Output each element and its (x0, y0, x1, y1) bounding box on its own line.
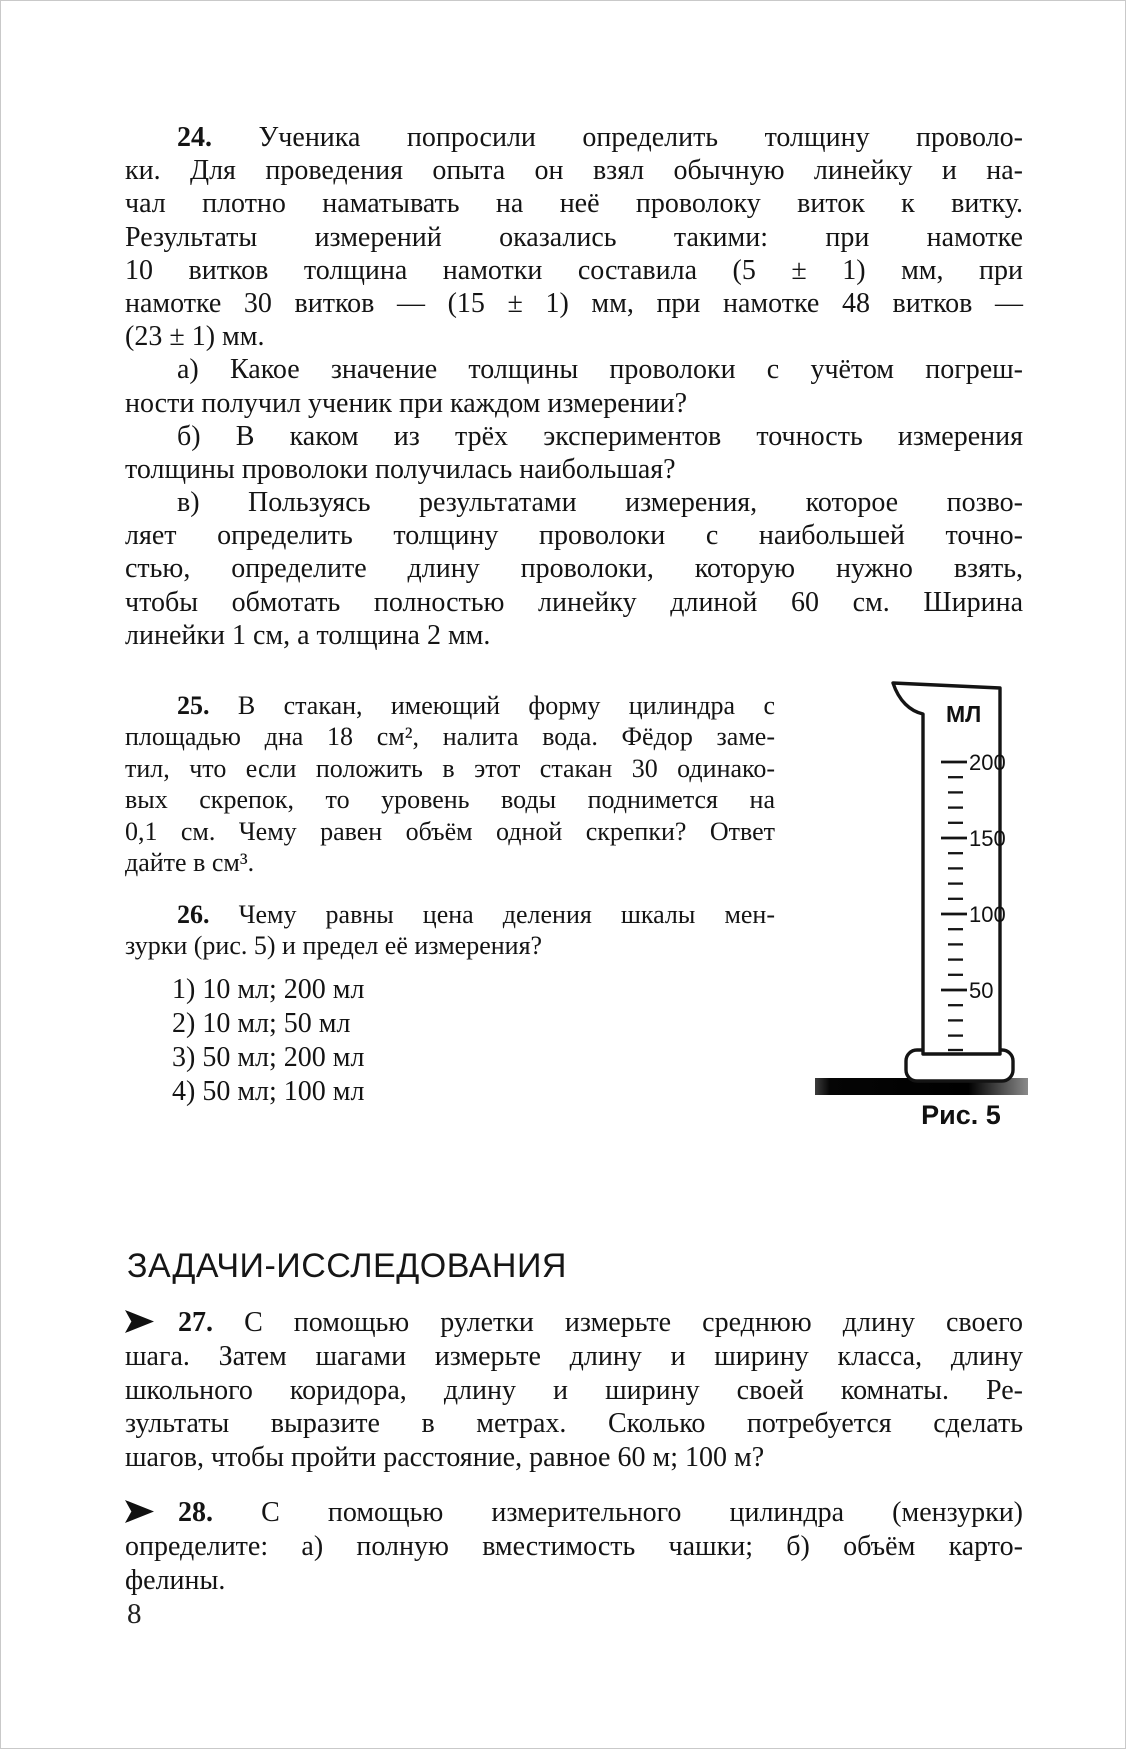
problem-number: 28. (178, 1497, 213, 1528)
text-line: в) Пользуясь результатами измерения, которое позво- (177, 487, 1023, 519)
problem-number: 26. (177, 900, 210, 929)
problem-number: 27. (178, 1307, 213, 1338)
text-line: дайте в см³. (125, 847, 255, 877)
text-line: зультаты выразите в метрах. Сколько потребуется сделать (125, 1408, 1023, 1440)
text-line (125, 899, 775, 930)
text-line: ности получил ученик при каждом измерении? (125, 387, 687, 419)
text-line: Ученика попросили определить толщину проволо- (258, 122, 1023, 153)
problem-25 (125, 690, 775, 878)
text-line: фелины. (125, 1564, 226, 1596)
text-line: толщины проволоки получилась наибольшая? (125, 453, 676, 485)
problem-28 (125, 1496, 1023, 1597)
problem-number: 25. (177, 691, 210, 720)
text-line: тил, что если положить в этот стакан 30 одинако- (125, 753, 775, 783)
problem-26 (125, 899, 775, 962)
unit-label: МЛ (946, 701, 982, 727)
page-number: 8 (127, 1598, 142, 1630)
text-line: С помощью рулетки измерьте среднюю длину своего (244, 1307, 1024, 1338)
text-line: (23 ± 1) мм. (125, 321, 265, 353)
text-line: шага. Затем шагами измерьте длину и ширину класса, длину (125, 1340, 1023, 1372)
text-line: чал плотно наматывать на неё проволоку виток к витку. (125, 188, 1023, 220)
text-line: ляет определить толщину проволоки с наибольшей точно- (125, 520, 1023, 552)
text-line: чтобы обмотать полностью линейку длиной 60 см. Ширина (125, 586, 1023, 618)
text-line (125, 121, 1023, 154)
figure-measuring-cylinder (798, 672, 1038, 1132)
text-line (125, 1306, 1023, 1340)
problem-number: 24. (177, 122, 212, 153)
text-line: намотке 30 витков — (15 ± 1) мм, при намотке 48 витков — (125, 287, 1023, 319)
scale-label-200: 200 (969, 750, 1006, 775)
answer-option-4: 4) 50 мл; 100 мл (172, 1076, 365, 1107)
problem-24 (125, 121, 1023, 652)
arrow-marker-icon (125, 1500, 154, 1523)
text-line: б) В каком из трёх экспериментов точность измерения (177, 420, 1023, 452)
answer-options (172, 973, 365, 1109)
text-line: площадью дна 18 см², налита вода. Фёдор заме- (125, 722, 775, 752)
text-line: С помощью измерительного цилиндра (мензурки) (261, 1497, 1023, 1528)
text-line: 0,1 см. Чему равен объём одной скрепки? Ответ (125, 816, 775, 846)
problem-27 (125, 1306, 1023, 1475)
text-line: вых скрепок, то уровень воды поднимется на (125, 785, 775, 815)
scale-label-100: 100 (969, 902, 1006, 927)
text-line: Чему равны цена деления шкалы мен- (238, 900, 776, 929)
text-line: а) Какое значение толщины проволоки с учётом погреш- (177, 354, 1023, 386)
text-line: ки. Для проведения опыта он взял обычную линейку и на- (125, 155, 1023, 187)
text-line: В стакан, имеющий форму цилиндра с (237, 691, 776, 720)
text-line: шагов, чтобы пройти расстояние, равное 60 м; 100 м? (125, 1442, 765, 1474)
scale-label-50: 50 (969, 978, 994, 1003)
text-line: линейки 1 см, а толщина 2 мм. (125, 619, 491, 651)
arrow-marker-icon (125, 1310, 154, 1333)
text-line (125, 690, 775, 721)
text-line: определите: а) полную вместимость чашки; б) объём карто- (125, 1530, 1023, 1562)
answer-option-3: 3) 50 мл; 200 мл (172, 1042, 365, 1073)
text-line: Результаты измерений оказались такими: при намотке (125, 221, 1023, 253)
text-line: стью, определите длину проволоки, которую нужно взять, (125, 553, 1023, 585)
section-header: ЗАДАЧИ-ИССЛЕДОВАНИЯ (127, 1247, 567, 1285)
answer-option-1: 1) 10 мл; 200 мл (172, 974, 365, 1005)
text-line: зурки (рис. 5) и предел её измерения? (125, 931, 543, 961)
scale-label-150: 150 (969, 826, 1006, 851)
figure-caption: Рис. 5 (921, 1100, 1001, 1130)
answer-option-2: 2) 10 мл; 50 мл (172, 1008, 351, 1039)
text-line: 10 витков толщина намотки составила (5 ± 1) мм, при (125, 254, 1023, 286)
text-line (125, 1496, 1023, 1530)
text-line: школьного коридора, длину и ширину своей комнаты. Ре- (125, 1374, 1023, 1406)
